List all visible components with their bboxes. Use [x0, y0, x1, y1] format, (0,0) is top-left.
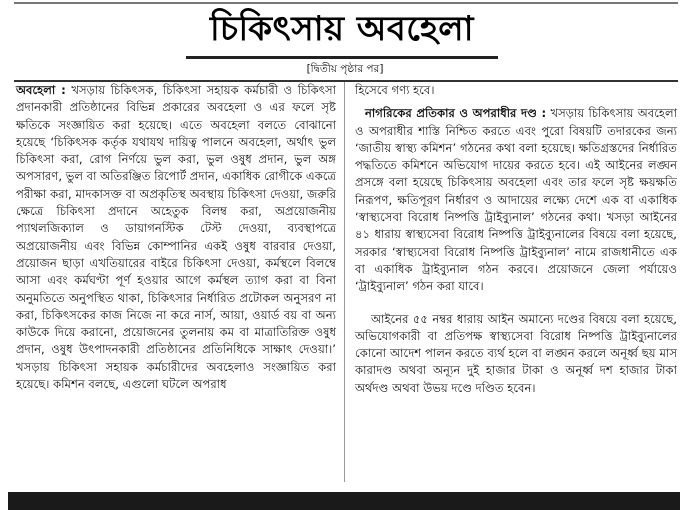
remedy-paragraph	[355, 105, 677, 295]
negligence-text: খসড়ায় চিকিৎসক, চিকিৎসা সহায়ক কর্মচারী ও চিকিৎসা প্রদানকারী প্রতিষ্ঠানের বিভিন্ন প্রকারের অবহেলা ও এর ফলে সৃষ্ট ক্ষতিকে সংজ্ঞায়িত করা হয়েছে। এতে অবহেলা বলতে বোঝানো হয়েছে ‘চিকিৎসক কর্তৃক যথাযথ দায়িত্ব পালনে অবহেলা, অর্থাৎ ভুল চিকিৎসা করা, রোগ নির্ণয়ে ভুল করা, ভুল ওষুধ প্রদান, ভুল অঙ্গ অপসারণ, ভুল বা অতিরঞ্জিত রিপোর্ট প্রদান, একাধিক রোগীকে একত্রে পরীক্ষা করা, মাদকাসক্ত বা অপ্রকৃতিস্থ অবস্থায় চিকিৎসা দেওয়া, জরুরি ক্ষেত্রে চিকিৎসা প্রদানে অহেতুক বিলম্ব করা, অপ্রয়োজনীয় প্যাথলজিক্যাল ও ডায়াগনস্টিক টেস্ট দেওয়া, ব্যবস্থাপত্রে অপ্রয়োজনীয় এবং বিভিন্ন কোম্পানির একই ওষুধ বারবার দেওয়া, প্রয়োজন ছাড়া এখতিয়ারের বাইরে চিকিৎসা দেওয়া, কর্মস্থলে বিলম্বে আসা এবং কর্মঘণ্টা পূর্ণ হওয়ার আগে কর্মস্থল ত্যাগ করা বা বিনা অনুমতিতে অনুপস্থিত থাকা, চিকিৎসার নির্ধারিত প্রটোকল অনুসরণ না করা, চিকিৎসকের কাজ নিজে না করে নার্স, আয়া, ওয়ার্ড বয় বা অন্য কাউকে দিয়ে করানো, প্রয়োজনের তুলনায় কম বা মাত্রাতিরিক্ত ওষুধ প্রদান, ওষুধ উৎপাদনকারী প্রতিষ্ঠানের প্রতিনিধিকে সাক্ষাৎ দেওয়া।’ খসড়ায় চিকিৎসা সহায়ক কর্মচারীদের অবহেলাও সংজ্ঞায়িত করা হয়েছে। কমিশন বলছে, এগুলো ঘটলে অপরাধ	[16, 83, 337, 392]
continuation-text: হিসেবে গণ্য হবে।	[355, 83, 435, 97]
left-paragraph	[16, 82, 336, 393]
left-column	[16, 82, 336, 393]
right-column	[355, 82, 677, 397]
headline-box	[186, 6, 498, 56]
headline: চিকিৎসায় অবহেলা	[209, 8, 475, 49]
section-label-negligence: অবহেলা :	[16, 83, 66, 97]
remedy-text: খসড়ায় চিকিৎসায় অবহেলা ও অপরাধীর শাস্তি নিশ্চিত করতে এবং পুরো বিষয়টি তদারকের জন্য ‘জাতীয় স্বাস্থ্য কমিশন’ গঠনের কথা বলা হয়েছে। ক্ষতিগ্রস্তদের নির্ধারিত পদ্ধতিতে কমিশনে অভিযোগ দায়ের করতে হবে। এই আইনের লঙ্ঘন প্রসঙ্গে বলা হয়েছে চিকিৎসায় অবহেলা এবং তার ফলে সৃষ্ট ক্ষয়ক্ষতি নিরূপণ, ক্ষতিপূরণ নির্ধারণ ও আদায়ের লক্ষ্যে দেশে এক বা একাধিক ‘স্বাস্থ্যসেবা বিরোধ নিষ্পত্তি ট্রাইব্যুনাল’ গঠনের কথা। খসড়া আইনের ৪১ ধারায় স্বাস্থ্যসেবা বিরোধ নিষ্পত্তি ট্রাইব্যুনালের বিষয়ে বলা হয়েছে, সরকার ‘স্বাস্থ্যসেবা বিরোধ নিষ্পত্তি ট্রাইব্যুনাল’ নামে রাজধানীতে এক বা একাধিক ট্রাইব্যুনাল গঠন করবে। প্রয়োজনে জেলা পর্যায়েও ‘ট্রাইব্যুনাল’ গঠন করা যাবে।	[355, 106, 677, 294]
headline-underline	[186, 56, 498, 59]
bottom-bar	[8, 492, 680, 510]
column-divider	[344, 82, 345, 482]
penalty-paragraph: আইনের ৫৫ নম্বর ধারায় আইন অমান্যে দণ্ডের বিষয়ে বলা হয়েছে, অভিযোগকারী বা প্রতিপক্ষ স্বাস্থ্যসেবা বিরোধ নিষ্পত্তি ট্রাইব্যুনালের কোনো আদেশ পালন করতে ব্যর্থ হলে বা লঙ্ঘন করলে অনূর্ধ্ব ছয় মাস কারাদণ্ড অথবা অন্যূন দুই হাজার টাকা ও অনূর্ধ্ব দশ হাজার টাকা অর্থদণ্ড অথবা উভয় দণ্ডে দণ্ডিত হবেন।	[355, 311, 677, 395]
continuation-note: [দ্বিতীয় পৃষ্ঠার পর]	[306, 63, 384, 75]
section-heading-remedy: নাগরিকের প্রতিকার ও অপরাধীর দণ্ড :	[365, 106, 547, 121]
